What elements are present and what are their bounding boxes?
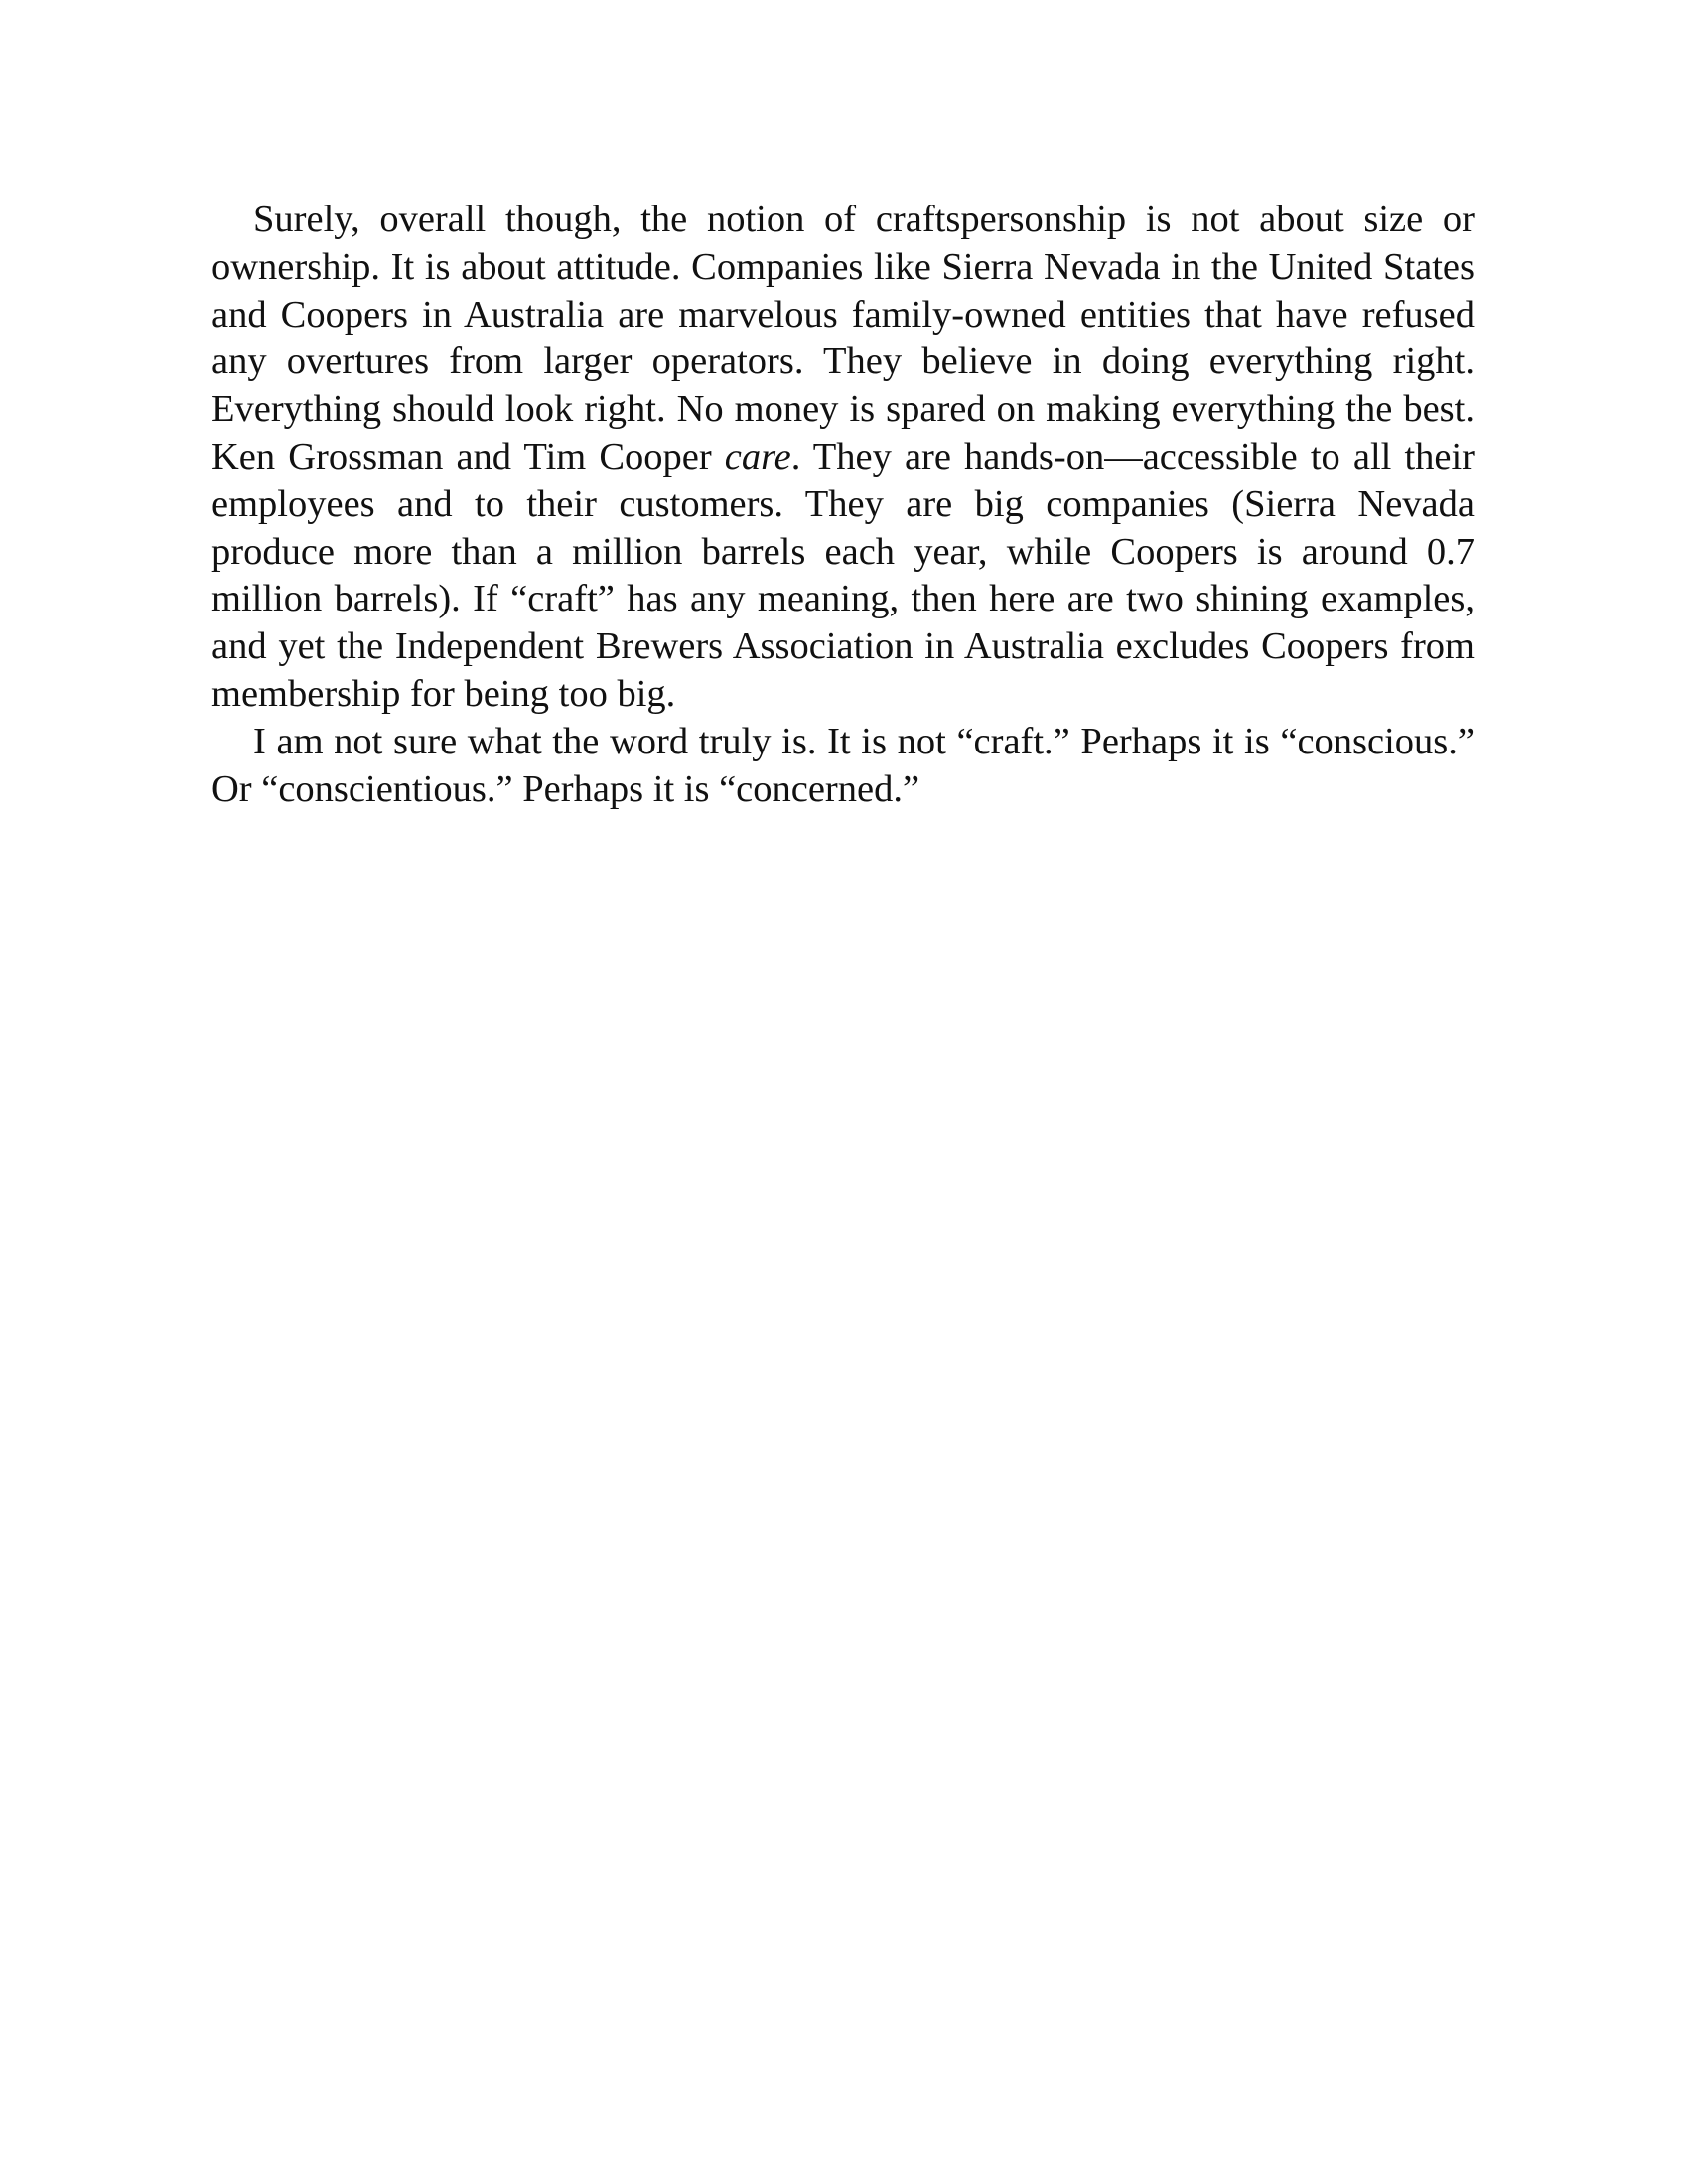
paragraph-text-part: . They are hands-on—accessible to all their employees and to their customers. They are big companies (Sierra Nevada produce more than a million barrels each year, while Coopers is around 0.7 million barrels). If “craft” has any meaning, then here are two shining examples, and yet the Independent Brewers Association in Australia excludes Coopers from membership for being too big. <box>211 435 1475 715</box>
paragraph-craftspersonship <box>211 197 1475 719</box>
paragraph-word-choice: I am not sure what the word truly is. It is not “craft.” Perhaps it is “conscious.” Or “conscientious.” Perhaps it is “concerned.” <box>211 720 1475 810</box>
emphasis-care: care <box>724 435 791 478</box>
body-text <box>211 197 1475 813</box>
paragraph-text-part: Surely, overall though, the notion of craftspersonship is not about size or ownership. It is about attitude. Companies like Sierra Nevada in the United States and Coopers in Australia are marvelous family-owned entities that have refused any overtures from larger operators. They believe in doing everything right. Everything should look right. No money is spared on making everything the best. Ken Grossman and Tim Cooper <box>211 199 1475 478</box>
